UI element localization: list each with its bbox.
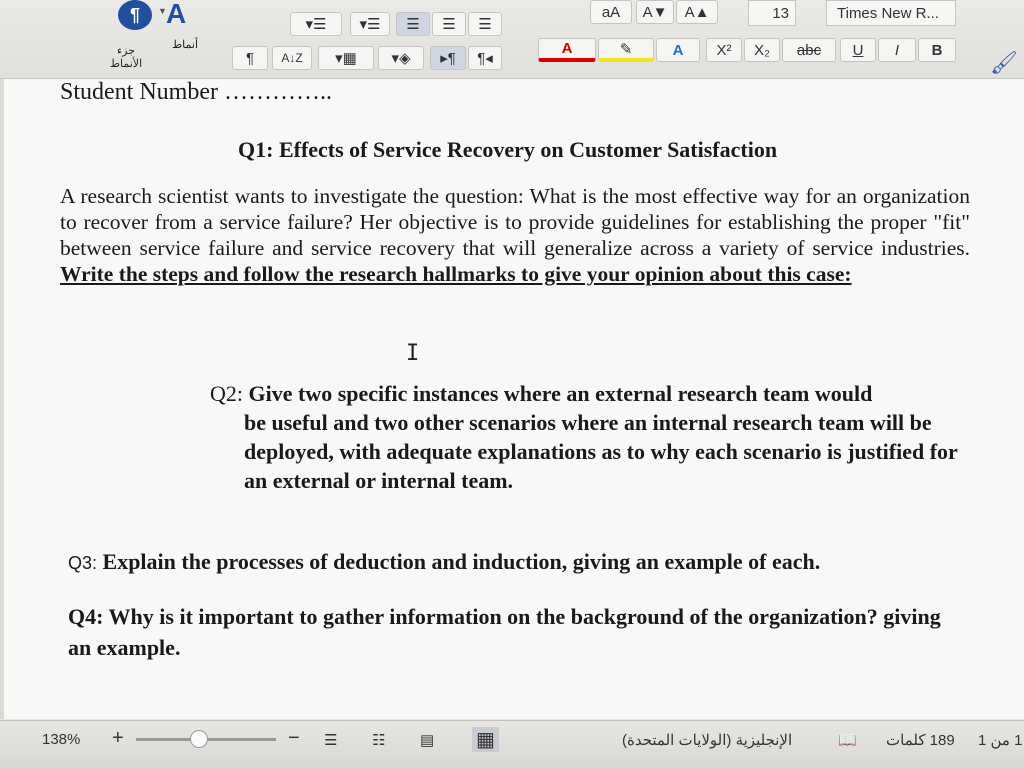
q1-paragraph: A research scientist wants to investigate the question: What is the most effective way for an organization to recover from a service failure? Her objective is to provide guidelines for establishing the proper "fit" between service failure and service recovery that will generalize across a variety of service industries.	[60, 184, 970, 260]
zoom-slider-thumb[interactable]	[190, 730, 208, 748]
align-left-button[interactable]: ☰	[396, 12, 430, 36]
student-number-line: Student Number …………..	[60, 79, 332, 105]
italic-button[interactable]: I	[878, 38, 916, 62]
line-spacing-button[interactable]: ▾☰	[290, 12, 342, 36]
zoom-out-button[interactable]: −	[288, 727, 300, 749]
chevron-down-icon[interactable]: ▼	[158, 6, 167, 16]
q2-question	[210, 379, 970, 495]
q3-text: Explain the processes of deduction and induction, giving an example of each.	[102, 549, 821, 574]
sort-button[interactable]: A↓Z	[272, 46, 312, 70]
shrink-font-button[interactable]: A▼	[636, 0, 674, 24]
strikethrough-button[interactable]: abc	[782, 38, 836, 62]
styles-label: أنماط	[172, 39, 199, 51]
q1-body	[60, 183, 970, 287]
align-center-button[interactable]: ☰	[432, 12, 466, 36]
web-layout-icon[interactable]: ▤	[420, 732, 435, 749]
language-indicator[interactable]: الإنجليزية (الولايات المتحدة)	[622, 732, 793, 749]
q3-label: Q3:	[68, 553, 98, 573]
print-layout-icon[interactable]: ▦	[472, 727, 499, 752]
document-page[interactable]	[4, 79, 1024, 719]
borders-button[interactable]: ▾▦	[318, 46, 374, 70]
grow-font-button[interactable]: A▲	[676, 0, 718, 24]
rtl-button[interactable]: ¶◂	[468, 46, 502, 70]
q3-question	[68, 549, 820, 575]
ribbon-toolbar	[0, 0, 1024, 79]
zoom-in-button[interactable]: +	[112, 727, 124, 749]
align-right-button[interactable]: ☰	[468, 12, 502, 36]
show-formatting-button[interactable]: ¶	[232, 46, 268, 70]
q1-title: Q1: Effects of Service Recovery on Customer Satisfaction	[238, 137, 778, 162]
q4-question: Q4: Why is it important to gather information on the background of the organization? giving an example.	[68, 604, 941, 660]
outline-view-icon[interactable]: ☷	[372, 732, 386, 749]
proofing-icon[interactable]: 📖	[838, 732, 857, 749]
text-cursor-icon: I	[406, 341, 420, 366]
format-painter-icon[interactable]: 🖌	[990, 50, 1018, 75]
focus-view-icon[interactable]: ☰	[324, 732, 338, 749]
font-size-select[interactable]: 13	[748, 0, 796, 26]
font-color-button[interactable]: A	[538, 38, 596, 62]
status-bar	[0, 720, 1024, 769]
styles-pane-icon[interactable]: ¶	[118, 0, 152, 30]
styles-pane-label: جزء الأنماط	[109, 45, 143, 70]
bold-button[interactable]: B	[918, 38, 956, 62]
q2-continuation: be useful and two other scenarios where an internal research team will be deployed, with adequate explanations as to why each scenario is justified for an external or internal team.	[244, 410, 958, 493]
q2-text: Give two specific instances where an external research team would	[248, 381, 873, 406]
underline-button[interactable]: U	[840, 38, 876, 62]
shading-button[interactable]: ▾◈	[378, 46, 424, 70]
superscript-button[interactable]: X²	[706, 38, 742, 62]
highlight-button[interactable]: ✎	[598, 38, 654, 62]
ltr-button[interactable]: ▸¶	[430, 46, 466, 70]
text-effects-button[interactable]: A	[656, 38, 700, 62]
word-count[interactable]: 189 كلمات	[886, 732, 955, 749]
subscript-button[interactable]: X₂	[744, 38, 780, 62]
page-count[interactable]: 1 من 1	[978, 732, 1023, 749]
q1-instruction: Write the steps and follow the research hallmarks to give your opinion about this case:	[60, 262, 852, 286]
change-case-button[interactable]: aA	[590, 0, 632, 24]
font-name-select[interactable]: Times New R...	[826, 0, 956, 26]
bullets-button[interactable]: ▾☰	[350, 12, 390, 36]
q2-label: Q2:	[210, 381, 243, 406]
styles-icon[interactable]: A	[166, 0, 187, 29]
zoom-level[interactable]: 138%	[42, 731, 81, 748]
